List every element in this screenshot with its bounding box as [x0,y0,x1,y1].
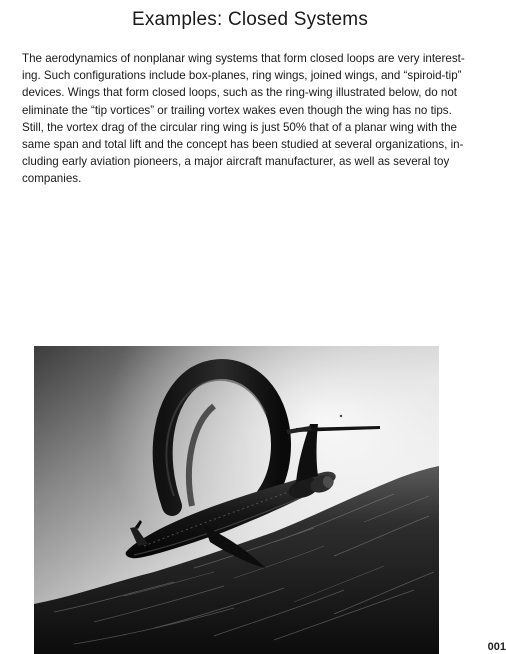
paragraph-line: cluding early aviation pioneers, a major aircraft manufacturer, as well as several toy [22,155,450,169]
paragraph-line: same span and total lift and the concept has been studied at several organizations, in- [22,138,464,152]
paragraph-line: Still, the vortex drag of the circular ring wing is just 50% that of a planar wing with the [22,120,457,134]
page-number: 001 [487,641,506,653]
page-title: Examples: Closed Systems [131,9,369,30]
paragraph-line: devices. Wings that form closed loops, such as the ring-wing illustrated below, do not [22,86,457,100]
paragraph-line: companies. [22,172,82,186]
ring-wing-aircraft-illustration [34,346,439,654]
paragraph-line: The aerodynamics of nonplanar wing systems that form closed loops are very interest- [22,52,465,65]
paragraph-line: eliminate the “tip vortices” or trailing vortex wakes even though the wing has no tips. [22,103,452,117]
paragraph-line: ing. Such configurations include box-planes, ring wings, joined wings, and “spiroid-tip” [22,69,462,83]
ring-wing-aircraft-figure [34,346,439,654]
body-paragraph [22,50,482,188]
